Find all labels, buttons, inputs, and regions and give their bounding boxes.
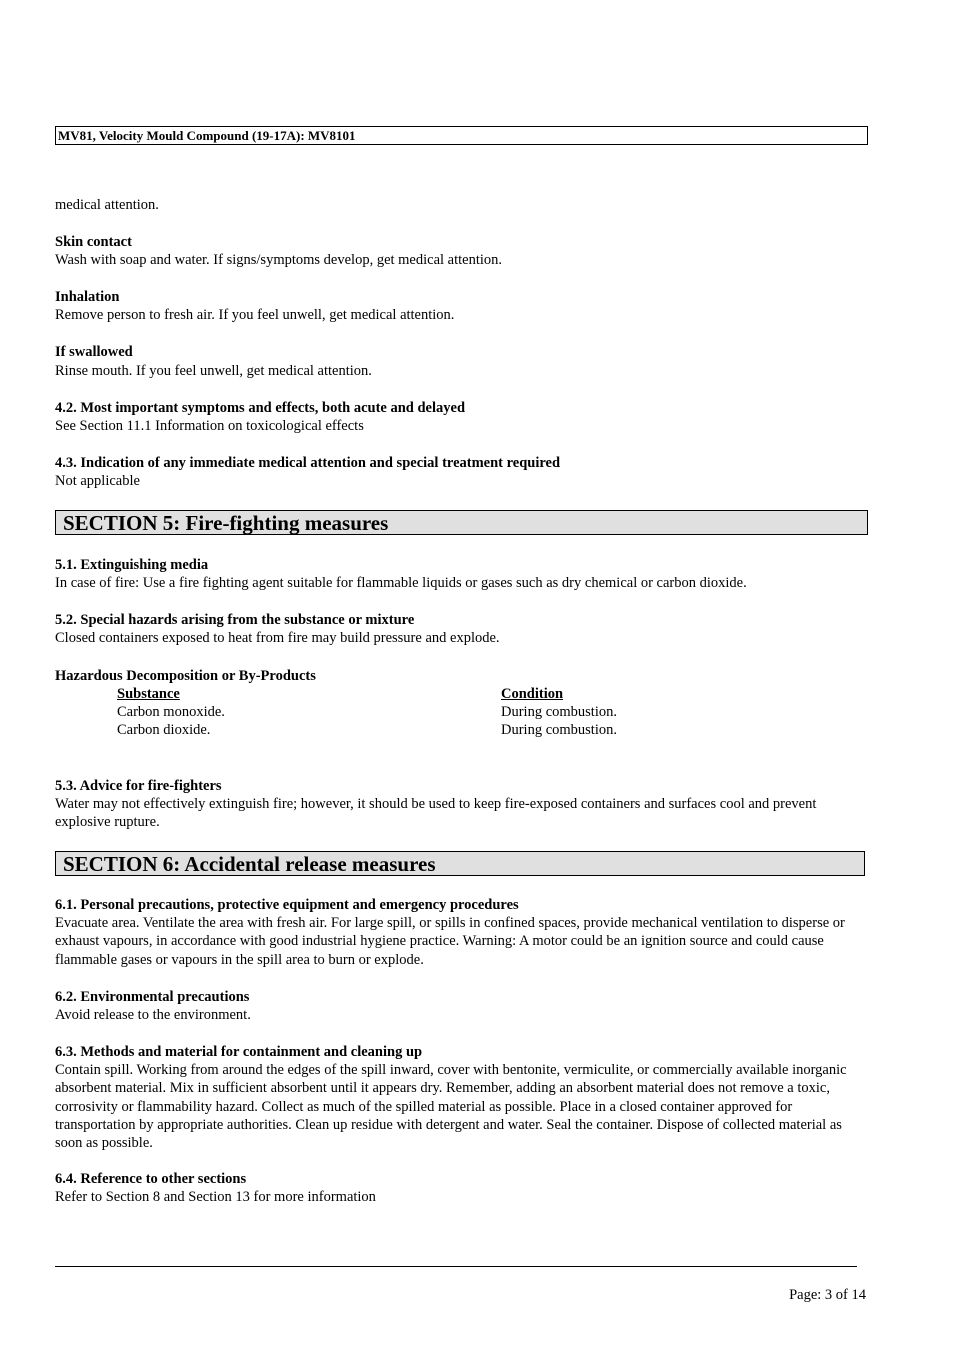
section-6-2-heading: 6.2. Environmental precautions — [55, 989, 250, 1005]
column-header-condition: Condition — [501, 686, 564, 702]
page-number: Page: 3 of 14 — [789, 1287, 866, 1303]
inhalation-heading: Inhalation — [55, 289, 120, 305]
skin-contact-heading: Skin contact — [55, 234, 132, 250]
section-6-4-text: Refer to Section 8 and Section 13 for more information — [55, 1189, 376, 1205]
table-cell-condition: During combustion. — [501, 704, 617, 720]
section-5-1-heading: 5.1. Extinguishing media — [55, 557, 209, 573]
table-cell-condition: During combustion. — [501, 722, 617, 738]
eye-contact-continuation: medical attention. — [55, 197, 159, 213]
section-6-1-heading: 6.1. Personal precautions, protective equipment and emergency procedures — [55, 897, 519, 913]
section-5-3-heading: 5.3. Advice for fire-fighters — [55, 778, 222, 794]
section-6-title: SECTION 6: Accidental release measures — [55, 851, 865, 876]
document-header: MV81, Velocity Mould Compound (19-17A): MV8101 — [55, 126, 868, 145]
footer-divider — [55, 1266, 857, 1267]
section-6-2-text: Avoid release to the environment. — [55, 1007, 251, 1023]
section-6-1-text: Evacuate area. Ventilate the area with fresh air. For large spill, or spills in confined spaces, provide mechanical ventilation to disperse or exhaust vapours, in accordance with good industrial hygiene practice. Warning: A motor could be an ignition source and could cause flammable gases or vapours in the spill area to burn or explode. — [55, 915, 845, 968]
section-6-3-heading: 6.3. Methods and material for containment and cleaning up — [55, 1044, 423, 1060]
section-6-4-heading: 6.4. Reference to other sections — [55, 1171, 247, 1187]
section-4-3-text: Not applicable — [55, 473, 140, 489]
section-6-3-text: Contain spill. Working from around the edges of the spill inward, cover with bentonite, vermiculite, or commercially available inorganic absorbent material. Mix in sufficient absorbent until it appears dry. Remember, adding an absorbent material does not remove a toxic, corrosivity or flammability hazard. Collect as much of the spilled material as possible. Place in a closed container approved for transportation by appropriate authorities. Clean up residue with detergent and water. Seal the container. Dispose of collected material as soon as possible. — [55, 1062, 847, 1152]
column-header-substance: Substance — [117, 686, 180, 702]
table-cell-substance: Carbon dioxide. — [117, 722, 211, 738]
section-5-3-text: Water may not effectively extinguish fire; however, it should be used to keep fire-exposed containers and surfaces cool and prevent explosive rupture. — [55, 796, 817, 831]
section-5-2-heading: 5.2. Special hazards arising from the substance or mixture — [55, 612, 415, 628]
section-5-title: SECTION 5: Fire-fighting measures — [55, 510, 868, 535]
section-4-2-heading: 4.2. Most important symptoms and effects, both acute and delayed — [55, 400, 466, 416]
section-4-3-heading: 4.3. Indication of any immediate medical attention and special treatment required — [55, 455, 561, 471]
section-5-2-text: Closed containers exposed to heat from fire may build pressure and explode. — [55, 630, 500, 646]
section-5-1-text: In case of fire: Use a fire fighting agent suitable for flammable liquids or gases such as dry chemical or carbon dioxide. — [55, 575, 747, 591]
hazardous-decomposition-heading: Hazardous Decomposition or By-Products — [55, 668, 316, 684]
swallowed-text: Rinse mouth. If you feel unwell, get medical attention. — [55, 363, 372, 379]
table-cell-substance: Carbon monoxide. — [117, 704, 225, 720]
swallowed-heading: If swallowed — [55, 344, 133, 360]
inhalation-text: Remove person to fresh air. If you feel unwell, get medical attention. — [55, 307, 455, 323]
section-4-2-text: See Section 11.1 Information on toxicological effects — [55, 418, 364, 434]
skin-contact-text: Wash with soap and water. If signs/symptoms develop, get medical attention. — [55, 252, 503, 268]
